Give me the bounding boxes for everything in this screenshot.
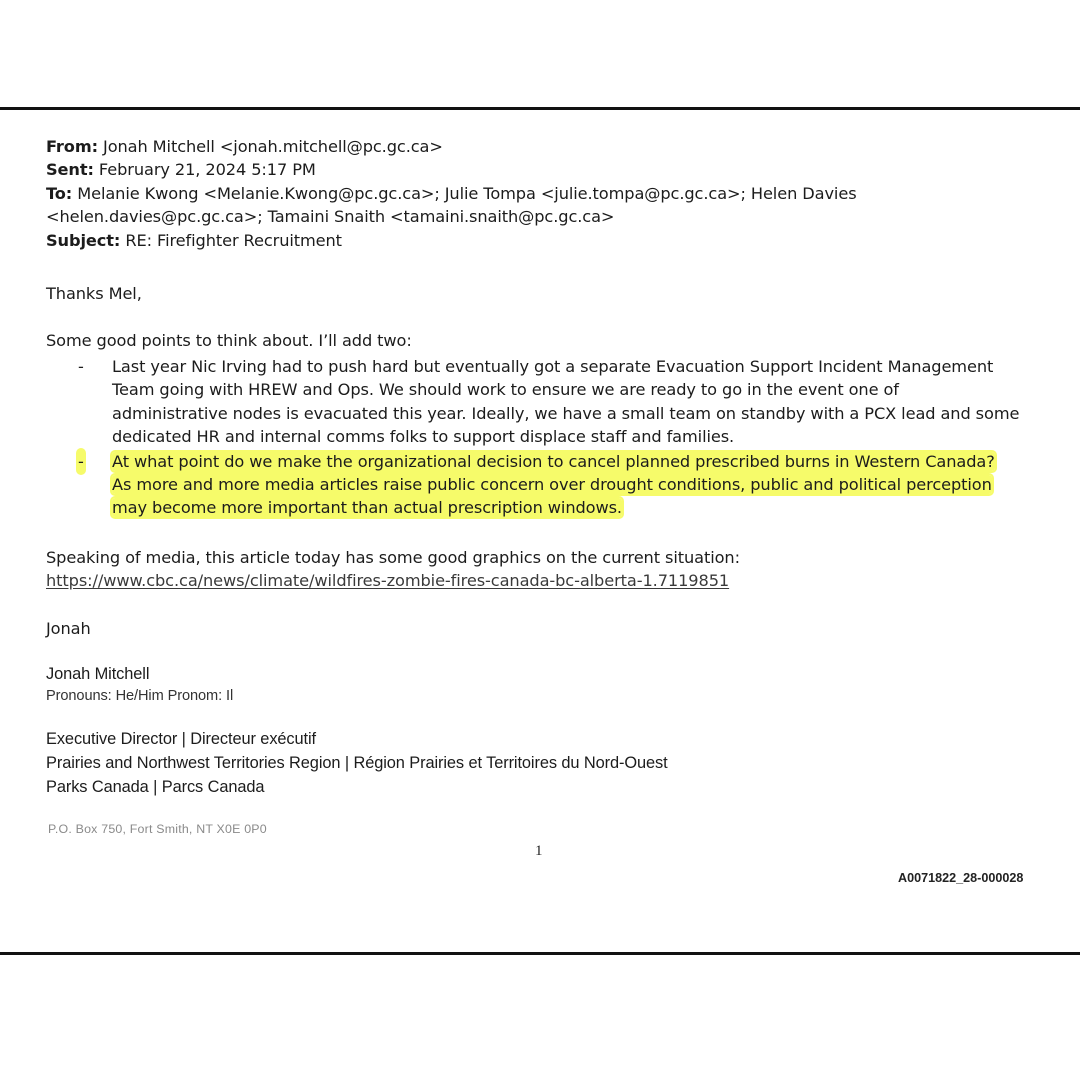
bullet-line — [112, 496, 1046, 519]
bullet-line — [112, 450, 1046, 473]
bullet-line: dedicated HR and internal comms folks to support displace staff and families. — [112, 427, 735, 447]
bullet-line: administrative nodes is evacuated this year. Ideally, we have a small team on standby with a PCX lead and some — [112, 403, 1020, 423]
subject-row — [46, 229, 857, 252]
signature-title: Executive Director | Directeur exécutif — [46, 730, 316, 748]
greeting: Thanks Mel, — [46, 284, 142, 303]
subject-label: Subject: — [46, 230, 121, 250]
intro-text: Some good points to think about. I’ll add two: — [46, 331, 412, 350]
from-row — [46, 135, 857, 158]
top-border-line — [0, 107, 1080, 110]
bottom-border-line — [0, 952, 1080, 955]
bullet-line: Team going with HREW and Ops. We should work to ensure we are ready to go in the event one of — [112, 380, 899, 400]
to-value-line2: <helen.davies@pc.gc.ca>; Tamaini Snaith <tamaini.snaith@pc.gc.ca> — [46, 207, 615, 227]
subject-value: RE: Firefighter Recruitment — [125, 230, 342, 250]
highlighted-text: As more and more media articles raise public concern over drought conditions, public and political perception — [112, 475, 992, 495]
to-row — [46, 182, 857, 205]
sent-value: February 21, 2024 5:17 PM — [98, 160, 316, 180]
page-number: 1 — [535, 843, 543, 859]
bullet-marker: - — [78, 357, 84, 376]
highlighted-text: may become more important than actual prescription windows. — [112, 498, 622, 518]
from-value: Jonah Mitchell <jonah.mitchell@pc.gc.ca> — [103, 137, 443, 156]
highlighted-text: At what point do we make the organizational decision to cancel planned prescribed burns in Western Canada? — [112, 451, 995, 471]
signoff: Jonah — [46, 619, 91, 638]
to-value-line1: Melanie Kwong <Melanie.Kwong@pc.gc.ca>; Julie Tompa <julie.tompa@pc.gc.ca>; Helen Davies — [77, 183, 857, 203]
to-label: To: — [46, 183, 73, 203]
email-header — [46, 135, 857, 252]
sent-label: Sent: — [46, 160, 94, 180]
signature-pronouns: Pronouns: He/Him Pronom: Il — [46, 688, 234, 704]
signature-agency: Parks Canada | Parcs Canada — [46, 778, 265, 796]
sent-row — [46, 158, 857, 181]
signature-name: Jonah Mitchell — [46, 665, 150, 683]
article-link[interactable]: https://www.cbc.ca/news/climate/wildfires-zombie-fires-canada-bc-alberta-1.7119851 — [46, 571, 730, 590]
bullet-item-evacuation — [46, 355, 1046, 449]
bullet-item-prescribed-burns — [46, 450, 1046, 520]
document-id: A0071822_28-000028 — [898, 871, 1024, 885]
bullet-line — [112, 473, 1046, 496]
from-label: From: — [46, 137, 98, 156]
bullet-line: Last year Nic Irving had to push hard but eventually got a separate Evacuation Support Incident Management — [112, 357, 994, 376]
bullet-list — [46, 355, 1046, 520]
signature-address: P.O. Box 750, Fort Smith, NT X0E 0P0 — [48, 822, 267, 836]
media-text: Speaking of media, this article today has some good graphics on the current situation: — [46, 548, 740, 567]
signature-region: Prairies and Northwest Territories Region | Région Prairies et Territoires du Nord-Ouest — [46, 754, 668, 772]
article-link-row — [46, 569, 1046, 592]
bullet-marker: - — [78, 450, 84, 473]
to-row-continued — [46, 205, 857, 228]
